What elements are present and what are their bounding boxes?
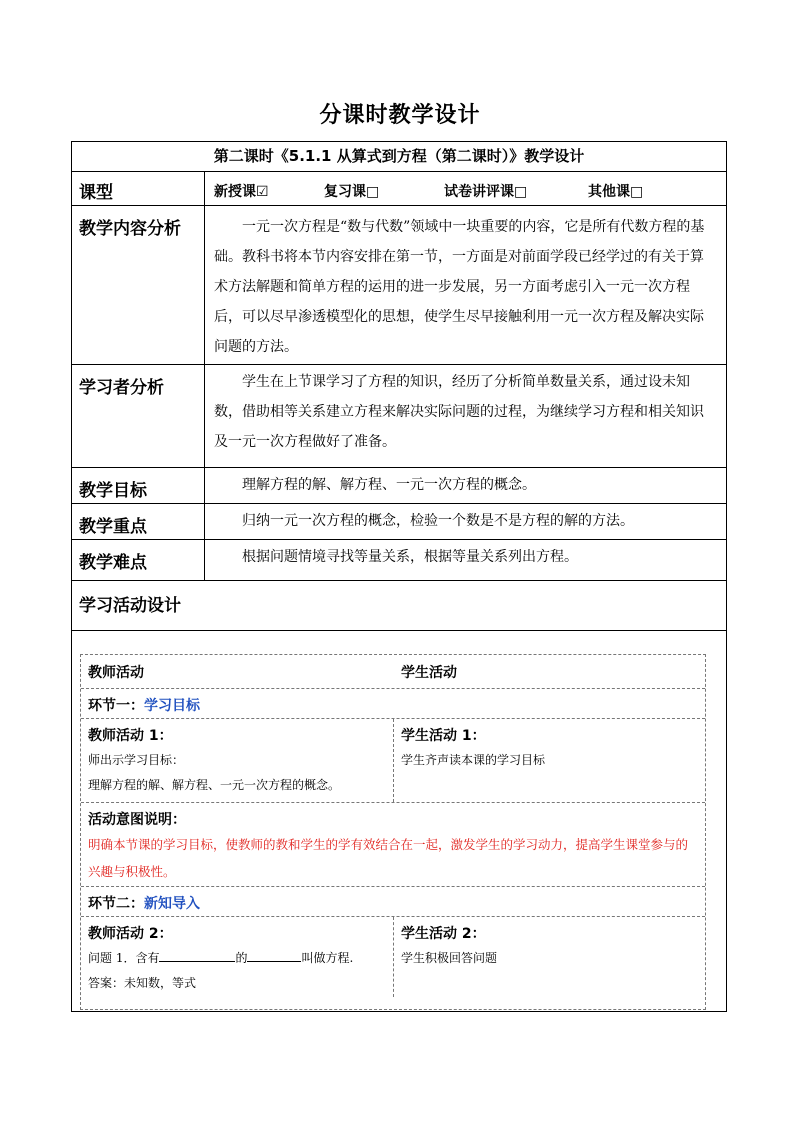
activity-table [80, 654, 706, 1010]
course-type-label: 课型 [72, 172, 205, 205]
content-analysis-row [72, 206, 726, 365]
intent-row [81, 803, 705, 887]
question-1-blank-1 [159, 947, 235, 962]
section1-activity-row [81, 719, 705, 803]
key-points-text: 归纳一元一次方程的概念，检验一个数是不是方程的解的方法。 [242, 513, 634, 529]
course-type-review[interactable]: 复习课□ [324, 184, 380, 200]
learner-analysis-row [72, 365, 726, 468]
table-heading: 第二课时《5.1.1 从算式到方程（第二课时）》教学设计 [213, 147, 585, 165]
table-heading-row [72, 142, 726, 172]
key-points-label: 教学重点 [72, 504, 205, 539]
content-analysis-label: 教学内容分析 [72, 206, 205, 364]
intent-cell [88, 809, 697, 885]
teacher-activity-2-title: 教师活动 2： [88, 926, 173, 942]
intent-label: 活动意图说明： [88, 812, 186, 828]
teacher-activity-header: 教师活动 [88, 665, 144, 681]
question-1-suffix: 叫做方程. [301, 951, 354, 965]
student-activity-header: 学生活动 [401, 665, 457, 681]
objectives-row [72, 468, 726, 504]
objectives-label: 教学目标 [72, 468, 205, 503]
section1-row [81, 689, 705, 719]
activity-design-row [72, 581, 726, 631]
page-title: 分课时教学设计 [319, 102, 481, 128]
student-activity-2-line1: 学生积极回答问题 [401, 951, 498, 965]
key-points-row [72, 504, 726, 540]
section2-prefix: 环节二： [88, 896, 144, 912]
question-1-blank-2 [247, 947, 301, 962]
course-type-exam[interactable]: 试卷讲评课□ [444, 184, 528, 200]
content-analysis-text: 一元一次方程是“数与代数”领域中一块重要的内容，它是所有代数方程的基础。教科书将本节内容安排在第一节，一方面是对前面学段已经学过的有关于算术方法解题和简单方程的运用的进一步发展，另一方面考虑引入一元一次方程后，可以尽早渗透模型化的思想，使学生尽早接触利用一元一次方程及解决实际问题的方法。 [214, 219, 705, 355]
course-type-new[interactable]: 新授课☑ [214, 184, 269, 200]
teacher-activity-2-cell [81, 917, 394, 997]
student-activity-1-cell [394, 719, 705, 802]
difficulties-label: 教学难点 [72, 540, 205, 580]
teacher-activity-1-title: 教师活动 1： [88, 728, 173, 744]
question-1-answer: 答案：未知数，等式 [88, 976, 197, 990]
section1-heading [88, 695, 200, 715]
question-1-prefix: 问题 1．含有 [88, 951, 160, 965]
section2-row [81, 887, 705, 917]
section2-name: 新知导入 [144, 896, 200, 912]
difficulties-row [72, 540, 726, 581]
learner-analysis-label: 学习者分析 [72, 365, 205, 467]
teacher-activity-1-cell [81, 719, 394, 802]
student-activity-1-title: 学生活动 1： [401, 728, 486, 744]
student-activity-1-line1: 学生齐声读本课的学习目标 [401, 753, 546, 767]
activity-header-row [81, 655, 705, 689]
lesson-plan-table [71, 141, 727, 1012]
question-1 [88, 946, 386, 971]
section1-name: 学习目标 [144, 698, 200, 714]
teacher-activity-1-line1: 师出示学习目标： [88, 753, 185, 767]
course-type-other[interactable]: 其他课□ [588, 184, 644, 200]
intent-text: 明确本节课的学习目标，使教师的教和学生的学有效结合在一起，激发学生的学习动力，提高学生课堂参与的兴趣与积极性。 [88, 837, 689, 879]
question-1-mid: 的 [235, 951, 248, 965]
student-activity-2-cell [394, 917, 705, 1009]
section2-heading [88, 893, 200, 913]
teacher-activity-1-line2: 理解方程的解、解方程、一元一次方程的概念。 [88, 778, 341, 792]
section2-activity-row [81, 917, 705, 1009]
section1-prefix: 环节一： [88, 698, 144, 714]
difficulties-text: 根据问题情境寻找等量关系，根据等量关系列出方程。 [242, 549, 578, 565]
course-type-row [72, 172, 726, 206]
learner-analysis-text: 学生在上节课学习了方程的知识，经历了分析简单数量关系，通过设未知数，借助相等关系建立方程来解决实际问题的过程，为继续学习方程和相关知识及一元一次方程做好了准备。 [214, 374, 704, 450]
activity-design-label: 学习活动设计 [79, 596, 181, 616]
objectives-text: 理解方程的解、解方程、一元一次方程的概念。 [242, 477, 536, 493]
student-activity-2-title: 学生活动 2： [401, 926, 486, 942]
